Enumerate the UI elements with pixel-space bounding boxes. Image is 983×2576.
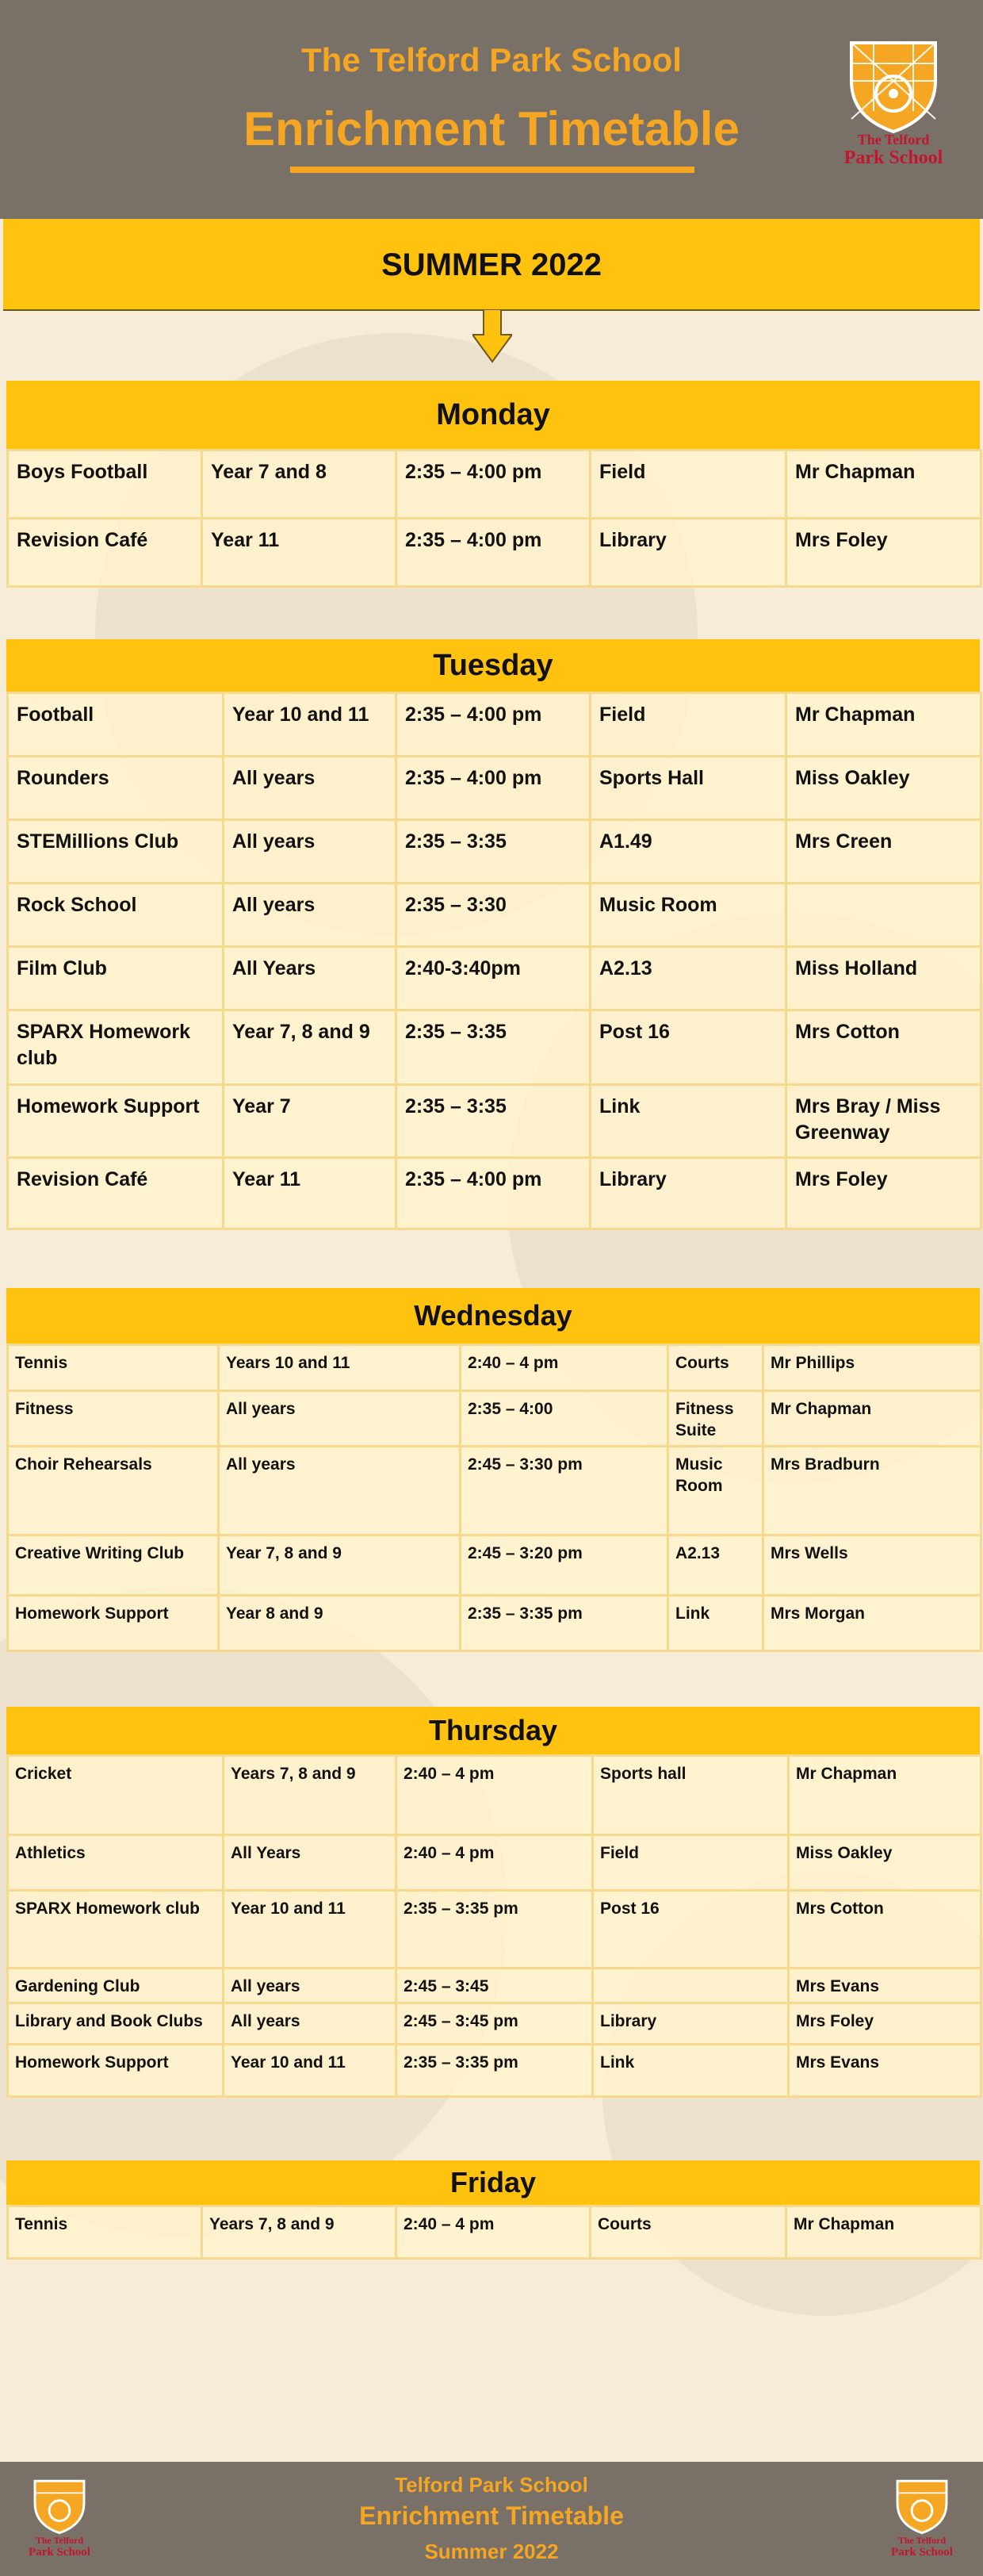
location-cell: Music Room: [591, 884, 786, 947]
logo-text: The Telford: [857, 132, 930, 148]
activity-cell: Homework Support: [8, 1085, 224, 1158]
activity-cell: SPARX Homework club: [8, 1891, 224, 1968]
year-group-cell: All years: [224, 1968, 396, 2003]
time-cell: 2:40 – 4 pm: [396, 1756, 593, 1835]
year-group-cell: All years: [224, 820, 396, 884]
location-cell: Field: [593, 1835, 789, 1891]
location-cell: Link: [591, 1085, 786, 1158]
table-row: [8, 1345, 981, 1391]
activity-cell: Tennis: [8, 2206, 202, 2259]
activity-cell: Fitness: [8, 1391, 219, 1447]
day-section-thursday: [6, 1707, 980, 2098]
table-row: [8, 2045, 981, 2097]
table-row: [8, 450, 981, 519]
time-cell: 2:35 – 3:30: [396, 884, 591, 947]
table-row: [8, 519, 981, 587]
time-cell: 2:35 – 4:00: [461, 1391, 668, 1447]
activity-cell: Boys Football: [8, 450, 202, 519]
title-underline: [290, 167, 694, 173]
location-cell: Library: [591, 519, 786, 587]
staff-cell: Mrs Foley: [786, 1158, 981, 1229]
page-title: Enrichment Timetable: [243, 102, 740, 155]
staff-cell: Mrs Foley: [789, 2003, 981, 2045]
staff-cell: Mr Chapman: [786, 693, 981, 757]
year-group-cell: Year 10 and 11: [224, 693, 396, 757]
staff-cell: Mr Phillips: [763, 1345, 981, 1391]
year-group-cell: Year 11: [202, 519, 396, 587]
location-cell: A2.13: [591, 947, 786, 1010]
location-cell: Music Room: [668, 1446, 763, 1535]
table-row: [8, 1756, 981, 1835]
table-row: [8, 757, 981, 820]
time-cell: 2:35 – 3:35 pm: [461, 1595, 668, 1650]
time-cell: 2:45 – 3:45: [396, 1968, 593, 2003]
year-group-cell: All years: [224, 884, 396, 947]
activity-cell: Library and Book Clubs: [8, 2003, 224, 2045]
timetable: [6, 692, 982, 1230]
footer-logo-left: [24, 2474, 95, 2566]
down-arrow-icon: [472, 309, 512, 363]
logo-text: Park School: [891, 2546, 953, 2559]
activity-cell: Film Club: [8, 947, 224, 1010]
year-group-cell: Year 8 and 9: [219, 1595, 461, 1650]
staff-cell: Mr Chapman: [789, 1756, 981, 1835]
location-cell: A2.13: [668, 1535, 763, 1595]
location-cell: Link: [593, 2045, 789, 2097]
staff-cell: Mrs Cotton: [789, 1891, 981, 1968]
location-cell: Fitness Suite: [668, 1391, 763, 1447]
activity-cell: SPARX Homework club: [8, 1010, 224, 1085]
activity-cell: Revision Café: [8, 519, 202, 587]
school-name: The Telford Park School: [301, 41, 682, 79]
time-cell: 2:35 – 4:00 pm: [396, 450, 591, 519]
activity-cell: Cricket: [8, 1756, 224, 1835]
location-cell: A1.49: [591, 820, 786, 884]
year-group-cell: Year 7 and 8: [202, 450, 396, 519]
footer-school-name: Telford Park School: [395, 2473, 588, 2497]
footer-term: Summer 2022: [424, 2540, 559, 2563]
year-group-cell: All Years: [224, 947, 396, 1010]
year-group-cell: All years: [219, 1391, 461, 1447]
day-section-tuesday: [6, 639, 980, 1230]
year-group-cell: Year 11: [224, 1158, 396, 1229]
staff-cell: Mr Chapman: [786, 2206, 981, 2259]
table-row: [8, 693, 981, 757]
time-cell: 2:35 – 3:35: [396, 1085, 591, 1158]
staff-cell: Mrs Wells: [763, 1535, 981, 1595]
logo-text: Park School: [29, 2546, 90, 2559]
time-cell: 2:40 – 4 pm: [396, 2206, 591, 2259]
activity-cell: Homework Support: [8, 2045, 224, 2097]
time-cell: 2:35 – 3:35: [396, 1010, 591, 1085]
activity-cell: Football: [8, 693, 224, 757]
table-row: [8, 1085, 981, 1158]
time-cell: 2:45 – 3:45 pm: [396, 2003, 593, 2045]
year-group-cell: Year 7: [224, 1085, 396, 1158]
staff-cell: Mr Chapman: [763, 1391, 981, 1447]
timetable: [6, 1344, 982, 1652]
activity-cell: Homework Support: [8, 1595, 219, 1650]
time-cell: 2:40 – 4 pm: [461, 1345, 668, 1391]
location-cell: Link: [668, 1595, 763, 1650]
timetable: [6, 1754, 982, 2098]
activity-cell: Athletics: [8, 1835, 224, 1891]
staff-cell: [786, 884, 981, 947]
term-label: SUMMER 2022: [381, 247, 602, 282]
page-header: [0, 0, 983, 219]
location-cell: Field: [591, 693, 786, 757]
table-row: [8, 947, 981, 1010]
activity-cell: Choir Rehearsals: [8, 1446, 219, 1535]
table-row: [8, 1891, 981, 1968]
table-row: [8, 1391, 981, 1447]
year-group-cell: Year 7, 8 and 9: [224, 1010, 396, 1085]
year-group-cell: Years 10 and 11: [219, 1345, 461, 1391]
time-cell: 2:45 – 3:20 pm: [461, 1535, 668, 1595]
time-cell: 2:40 – 4 pm: [396, 1835, 593, 1891]
staff-cell: Mrs Cotton: [786, 1010, 981, 1085]
table-row: [8, 2003, 981, 2045]
footer-logo-right: [886, 2474, 958, 2566]
time-cell: 2:35 – 3:35: [396, 820, 591, 884]
location-cell: Courts: [591, 2206, 786, 2259]
location-cell: Sports hall: [593, 1756, 789, 1835]
logo-text: Park School: [843, 148, 943, 168]
staff-cell: Mrs Evans: [789, 2045, 981, 2097]
table-row: [8, 1595, 981, 1650]
location-cell: Library: [591, 1158, 786, 1229]
time-cell: 2:45 – 3:30 pm: [461, 1446, 668, 1535]
time-cell: 2:35 – 4:00 pm: [396, 757, 591, 820]
time-cell: 2:40-3:40pm: [396, 947, 591, 1010]
year-group-cell: Year 10 and 11: [224, 2045, 396, 2097]
table-row: [8, 1158, 981, 1229]
activity-cell: Tennis: [8, 1345, 219, 1391]
activity-cell: Rounders: [8, 757, 224, 820]
term-banner: [3, 219, 980, 311]
page-footer: [0, 2462, 983, 2576]
year-group-cell: All years: [224, 2003, 396, 2045]
table-row: [8, 1535, 981, 1595]
table-row: [8, 820, 981, 884]
activity-cell: Creative Writing Club: [8, 1535, 219, 1595]
year-group-cell: Year 10 and 11: [224, 1891, 396, 1968]
shield-crest-icon: [834, 32, 953, 135]
timetable: [6, 2205, 982, 2260]
year-group-cell: All years: [219, 1446, 461, 1535]
table-row: [8, 1835, 981, 1891]
staff-cell: Mrs Evans: [789, 1968, 981, 2003]
location-cell: Post 16: [591, 1010, 786, 1085]
time-cell: 2:35 – 3:35 pm: [396, 2045, 593, 2097]
staff-cell: Miss Oakley: [786, 757, 981, 820]
staff-cell: Mrs Bray / Miss Greenway: [786, 1085, 981, 1158]
staff-cell: Mrs Creen: [786, 820, 981, 884]
table-row: [8, 1968, 981, 2003]
staff-cell: Mrs Morgan: [763, 1595, 981, 1650]
location-cell: Sports Hall: [591, 757, 786, 820]
year-group-cell: All Years: [224, 1835, 396, 1891]
school-logo: [834, 32, 953, 174]
staff-cell: Mrs Bradburn: [763, 1446, 981, 1535]
table-row: [8, 2206, 981, 2259]
time-cell: 2:35 – 4:00 pm: [396, 1158, 591, 1229]
day-heading: Friday: [6, 2160, 980, 2205]
shield-crest-icon: [886, 2474, 958, 2535]
timetable: [6, 449, 982, 588]
time-cell: 2:35 – 3:35 pm: [396, 1891, 593, 1968]
footer-title: Enrichment Timetable: [359, 2501, 624, 2530]
location-cell: Field: [591, 450, 786, 519]
activity-cell: STEMillions Club: [8, 820, 224, 884]
staff-cell: Mr Chapman: [786, 450, 981, 519]
table-row: [8, 884, 981, 947]
shield-crest-icon: [24, 2474, 95, 2535]
day-section-monday: [6, 381, 980, 588]
table-row: [8, 1010, 981, 1085]
time-cell: 2:35 – 4:00 pm: [396, 693, 591, 757]
year-group-cell: All years: [224, 757, 396, 820]
day-heading: Monday: [6, 381, 980, 449]
location-cell: [593, 1968, 789, 2003]
time-cell: 2:35 – 4:00 pm: [396, 519, 591, 587]
staff-cell: Miss Oakley: [789, 1835, 981, 1891]
location-cell: Post 16: [593, 1891, 789, 1968]
staff-cell: Miss Holland: [786, 947, 981, 1010]
day-heading: Wednesday: [6, 1288, 980, 1344]
year-group-cell: Year 7, 8 and 9: [219, 1535, 461, 1595]
staff-cell: Mrs Foley: [786, 519, 981, 587]
logo-text: The Telford: [35, 2535, 84, 2546]
logo-text: The Telford: [897, 2535, 947, 2546]
table-row: [8, 1446, 981, 1535]
day-section-friday: [6, 2160, 980, 2260]
activity-cell: Gardening Club: [8, 1968, 224, 2003]
day-section-wednesday: [6, 1288, 980, 1652]
year-group-cell: Years 7, 8 and 9: [224, 1756, 396, 1835]
activity-cell: Rock School: [8, 884, 224, 947]
location-cell: Library: [593, 2003, 789, 2045]
day-heading: Tuesday: [6, 639, 980, 692]
location-cell: Courts: [668, 1345, 763, 1391]
year-group-cell: Years 7, 8 and 9: [202, 2206, 396, 2259]
activity-cell: Revision Café: [8, 1158, 224, 1229]
day-heading: Thursday: [6, 1707, 980, 1754]
